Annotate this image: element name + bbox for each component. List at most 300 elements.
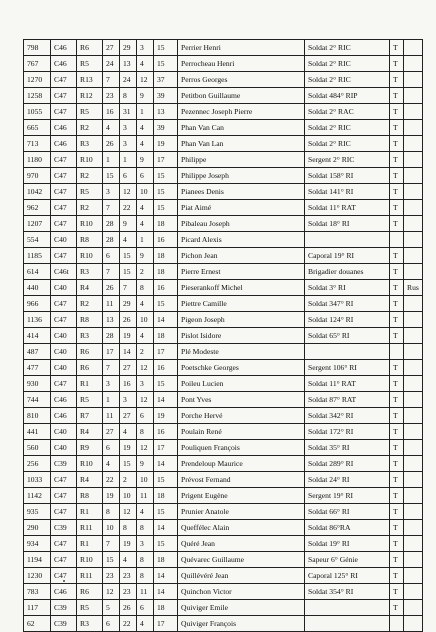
table-row xyxy=(24,280,423,296)
cell-month: 29 xyxy=(120,40,137,56)
cell-age: 14 xyxy=(154,456,178,472)
cell-register-number: 713 xyxy=(24,136,51,152)
table-row xyxy=(24,248,423,264)
cell-age: 18 xyxy=(154,488,178,504)
cell-register-number: 1270 xyxy=(24,72,51,88)
cell-age: 19 xyxy=(154,136,178,152)
cell-note xyxy=(404,568,423,584)
cell-register-number: 962 xyxy=(24,200,51,216)
table-row xyxy=(24,344,423,360)
cell-full-name: Picard Alexis xyxy=(178,232,305,248)
cell-day: 28 xyxy=(103,328,120,344)
cell-rank-regiment: Soldat 11° RAT xyxy=(305,376,390,392)
cell-year-part: 12 xyxy=(137,440,154,456)
cell-row-code: R2 xyxy=(77,200,103,216)
cell-age: 14 xyxy=(154,520,178,536)
cell-year-part: 10 xyxy=(137,312,154,328)
cell-section-code: C47 xyxy=(51,200,77,216)
cell-note xyxy=(404,88,423,104)
cell-status-mark: T xyxy=(390,584,404,600)
table-row xyxy=(24,424,423,440)
cell-register-number: 744 xyxy=(24,392,51,408)
cell-day: 13 xyxy=(103,312,120,328)
cell-month: 29 xyxy=(120,296,137,312)
cell-section-code: C47 xyxy=(51,216,77,232)
cell-age: 17 xyxy=(154,344,178,360)
cell-age: 15 xyxy=(154,184,178,200)
cell-register-number: 1142 xyxy=(24,488,51,504)
cell-month: 15 xyxy=(120,456,137,472)
cell-age: 16 xyxy=(154,280,178,296)
cell-status-mark: T xyxy=(390,248,404,264)
cell-note xyxy=(404,504,423,520)
cell-register-number: 414 xyxy=(24,328,51,344)
cell-section-code: C40 xyxy=(51,280,77,296)
cell-rank-regiment: Soldat 158° RI xyxy=(305,168,390,184)
cell-month: 26 xyxy=(120,600,137,616)
cell-register-number: 614 xyxy=(24,264,51,280)
cell-note xyxy=(404,520,423,536)
cell-age: 18 xyxy=(154,248,178,264)
cell-section-code: C47 xyxy=(51,488,77,504)
cell-day: 7 xyxy=(103,360,120,376)
cell-section-code: C47 xyxy=(51,472,77,488)
register-body xyxy=(24,40,423,632)
cell-status-mark: T xyxy=(390,136,404,152)
cell-rank-regiment xyxy=(305,344,390,360)
cell-full-name: Phan Van Can xyxy=(178,120,305,136)
cell-year-part: 9 xyxy=(137,88,154,104)
cell-age: 18 xyxy=(154,328,178,344)
cell-month: 2 xyxy=(120,472,137,488)
cell-register-number: 930 xyxy=(24,376,51,392)
cell-month: 19 xyxy=(120,328,137,344)
cell-rank-regiment: Sergent 2° RIC xyxy=(305,152,390,168)
cell-note xyxy=(404,408,423,424)
cell-year-part: 8 xyxy=(137,552,154,568)
cell-age: 18 xyxy=(154,264,178,280)
cell-year-part: 8 xyxy=(137,568,154,584)
cell-status-mark: T xyxy=(390,600,404,616)
cell-register-number: 1230 xyxy=(24,568,51,584)
cell-day: 7 xyxy=(103,264,120,280)
cell-register-number: 554 xyxy=(24,232,51,248)
cell-full-name: Prigent Eugène xyxy=(178,488,305,504)
cell-row-code: R5 xyxy=(77,184,103,200)
cell-row-code: R3 xyxy=(77,328,103,344)
cell-rank-regiment: Sapeur 6° Génie xyxy=(305,552,390,568)
cell-status-mark xyxy=(390,232,404,248)
cell-year-part: 4 xyxy=(137,200,154,216)
cell-note xyxy=(404,184,423,200)
cell-note xyxy=(404,296,423,312)
cell-day: 28 xyxy=(103,216,120,232)
cell-full-name: Pierre Ernest xyxy=(178,264,305,280)
cell-note xyxy=(404,536,423,552)
cell-note xyxy=(404,600,423,616)
cell-rank-regiment: Soldat 3° RI xyxy=(305,280,390,296)
cell-rank-regiment: Soldat 2° RIC xyxy=(305,40,390,56)
cell-full-name: Pislot Isidore xyxy=(178,328,305,344)
cell-year-part: 2 xyxy=(137,344,154,360)
cell-register-number: 798 xyxy=(24,40,51,56)
cell-register-number: 560 xyxy=(24,440,51,456)
cell-month: 22 xyxy=(120,200,137,216)
table-row xyxy=(24,136,423,152)
cell-year-part: 11 xyxy=(137,488,154,504)
cell-rank-regiment: Caporal 19° RI xyxy=(305,248,390,264)
cell-row-code: R6 xyxy=(77,344,103,360)
cell-note xyxy=(404,56,423,72)
cell-rank-regiment: Soldat 19° RI xyxy=(305,536,390,552)
cell-month: 27 xyxy=(120,408,137,424)
cell-age: 15 xyxy=(154,376,178,392)
cell-row-code: R1 xyxy=(77,536,103,552)
cell-status-mark: T xyxy=(390,104,404,120)
table-row xyxy=(24,72,423,88)
table-row xyxy=(24,568,423,584)
cell-note xyxy=(404,488,423,504)
cell-year-part: 4 xyxy=(137,328,154,344)
cell-status-mark: T xyxy=(390,408,404,424)
cell-rank-regiment xyxy=(305,616,390,632)
cell-rank-regiment: Soldat 11° RAT xyxy=(305,200,390,216)
cell-year-part: 10 xyxy=(137,472,154,488)
table-row xyxy=(24,40,423,56)
cell-rank-regiment: Soldat 86°RA xyxy=(305,520,390,536)
cell-note xyxy=(404,344,423,360)
cell-note xyxy=(404,264,423,280)
cell-full-name: Queffélec Alain xyxy=(178,520,305,536)
cell-register-number: 62 xyxy=(24,616,51,632)
cell-full-name: Quiviger Emile xyxy=(178,600,305,616)
cell-month: 23 xyxy=(120,584,137,600)
cell-status-mark: T xyxy=(390,56,404,72)
cell-age: 39 xyxy=(154,120,178,136)
cell-month: 4 xyxy=(120,424,137,440)
cell-full-name: Porche Hervé xyxy=(178,408,305,424)
cell-rank-regiment: Caporal 125° RI xyxy=(305,568,390,584)
cell-status-mark: T xyxy=(390,296,404,312)
burial-register-table xyxy=(23,39,423,632)
cell-year-part: 4 xyxy=(137,616,154,632)
cell-note xyxy=(404,456,423,472)
cell-year-part: 4 xyxy=(137,56,154,72)
cell-section-code: C40 xyxy=(51,440,77,456)
table-row xyxy=(24,152,423,168)
cell-section-code: C47 xyxy=(51,88,77,104)
cell-month: 10 xyxy=(120,488,137,504)
cell-rank-regiment: Soldat 35° RI xyxy=(305,440,390,456)
cell-status-mark: T xyxy=(390,72,404,88)
table-row xyxy=(24,104,423,120)
cell-full-name: Pianees Denis xyxy=(178,184,305,200)
cell-month: 8 xyxy=(120,520,137,536)
cell-section-code: C46 xyxy=(51,56,77,72)
cell-full-name: Pont Yves xyxy=(178,392,305,408)
cell-day: 24 xyxy=(103,56,120,72)
cell-row-code: R3 xyxy=(77,264,103,280)
cell-month: 9 xyxy=(120,216,137,232)
cell-status-mark: T xyxy=(390,216,404,232)
cell-row-code: R2 xyxy=(77,120,103,136)
cell-row-code: R6 xyxy=(77,40,103,56)
cell-note xyxy=(404,136,423,152)
table-row xyxy=(24,600,423,616)
cell-row-code: R9 xyxy=(77,440,103,456)
cell-register-number: 1042 xyxy=(24,184,51,200)
cell-note xyxy=(404,440,423,456)
cell-register-number: 487 xyxy=(24,344,51,360)
cell-note xyxy=(404,376,423,392)
cell-day: 8 xyxy=(103,504,120,520)
cell-full-name: Phan Van Lan xyxy=(178,136,305,152)
cell-age: 16 xyxy=(154,232,178,248)
cell-full-name: Philippe xyxy=(178,152,305,168)
cell-section-code: C46 xyxy=(51,392,77,408)
cell-row-code: R6 xyxy=(77,360,103,376)
cell-register-number: 810 xyxy=(24,408,51,424)
cell-month: 19 xyxy=(120,536,137,552)
cell-section-code: C47 xyxy=(51,504,77,520)
cell-row-code: R7 xyxy=(77,408,103,424)
cell-age: 13 xyxy=(154,104,178,120)
cell-rank-regiment: Soldat 289° RI xyxy=(305,456,390,472)
table-row xyxy=(24,264,423,280)
cell-section-code: C46 xyxy=(51,408,77,424)
cell-note xyxy=(404,152,423,168)
table-row xyxy=(24,88,423,104)
cell-status-mark: T xyxy=(390,392,404,408)
cell-full-name: Piettre Camille xyxy=(178,296,305,312)
cell-year-part: 3 xyxy=(137,40,154,56)
cell-day: 22 xyxy=(103,472,120,488)
cell-register-number: 966 xyxy=(24,296,51,312)
table-row xyxy=(24,536,423,552)
cell-section-code: C40 xyxy=(51,360,77,376)
cell-rank-regiment: Soldat 2° RIC xyxy=(305,120,390,136)
cell-status-mark: T xyxy=(390,40,404,56)
cell-month: 26 xyxy=(120,312,137,328)
table-row xyxy=(24,296,423,312)
cell-section-code: C47 xyxy=(51,568,77,584)
cell-age: 14 xyxy=(154,312,178,328)
cell-month: 7 xyxy=(120,280,137,296)
table-row xyxy=(24,56,423,72)
cell-month: 23 xyxy=(120,568,137,584)
cell-day: 7 xyxy=(103,536,120,552)
cell-note xyxy=(404,232,423,248)
cell-day: 5 xyxy=(103,600,120,616)
table-row xyxy=(24,216,423,232)
cell-year-part: 1 xyxy=(137,232,154,248)
cell-register-number: 1194 xyxy=(24,552,51,568)
cell-year-part: 12 xyxy=(137,72,154,88)
cell-row-code: R13 xyxy=(77,72,103,88)
cell-note xyxy=(404,248,423,264)
cell-day: 11 xyxy=(103,296,120,312)
cell-status-mark: T xyxy=(390,312,404,328)
cell-register-number: 1055 xyxy=(24,104,51,120)
cell-status-mark: T xyxy=(390,552,404,568)
cell-full-name: Poetschke Georges xyxy=(178,360,305,376)
cell-note: Rus xyxy=(404,280,423,296)
cell-age: 14 xyxy=(154,392,178,408)
cell-month: 3 xyxy=(120,120,137,136)
cell-full-name: Pichon Jean xyxy=(178,248,305,264)
cell-age: 39 xyxy=(154,88,178,104)
cell-register-number: 1180 xyxy=(24,152,51,168)
cell-age: 18 xyxy=(154,216,178,232)
cell-note xyxy=(404,216,423,232)
cell-day: 1 xyxy=(103,152,120,168)
cell-status-mark: T xyxy=(390,120,404,136)
cell-full-name: Perrier Henri xyxy=(178,40,305,56)
cell-year-part: 6 xyxy=(137,168,154,184)
cell-day: 4 xyxy=(103,120,120,136)
cell-note xyxy=(404,616,423,632)
cell-row-code: R10 xyxy=(77,552,103,568)
cell-note xyxy=(404,72,423,88)
cell-section-code: C47 xyxy=(51,376,77,392)
cell-section-code: C46 xyxy=(51,584,77,600)
cell-year-part: 8 xyxy=(137,520,154,536)
cell-note xyxy=(404,328,423,344)
cell-full-name: Philippe Joseph xyxy=(178,168,305,184)
cell-rank-regiment: Soldat 2° RIC xyxy=(305,72,390,88)
cell-age: 37 xyxy=(154,72,178,88)
cell-day: 19 xyxy=(103,488,120,504)
cell-year-part: 4 xyxy=(137,504,154,520)
cell-month: 15 xyxy=(120,264,137,280)
cell-year-part: 9 xyxy=(137,152,154,168)
cell-row-code: R6 xyxy=(77,584,103,600)
cell-age: 15 xyxy=(154,200,178,216)
cell-year-part: 9 xyxy=(137,248,154,264)
cell-rank-regiment: Soldat 172° RI xyxy=(305,424,390,440)
cell-register-number: 477 xyxy=(24,360,51,376)
cell-section-code: C39 xyxy=(51,456,77,472)
cell-section-code: C39 xyxy=(51,520,77,536)
cell-day: 23 xyxy=(103,568,120,584)
cell-register-number: 1258 xyxy=(24,88,51,104)
cell-rank-regiment: Brigadier douanes xyxy=(305,264,390,280)
cell-day: 1 xyxy=(103,392,120,408)
cell-age: 14 xyxy=(154,568,178,584)
cell-full-name: Piat Aimé xyxy=(178,200,305,216)
cell-year-part: 12 xyxy=(137,360,154,376)
cell-status-mark: T xyxy=(390,456,404,472)
cell-row-code: R4 xyxy=(77,424,103,440)
table-row xyxy=(24,440,423,456)
cell-year-part: 6 xyxy=(137,408,154,424)
cell-row-code: R10 xyxy=(77,248,103,264)
cell-rank-regiment: Soldat 347° RI xyxy=(305,296,390,312)
cell-day: 7 xyxy=(103,200,120,216)
cell-year-part: 8 xyxy=(137,280,154,296)
table-row xyxy=(24,184,423,200)
cell-full-name: Prunier Anatole xyxy=(178,504,305,520)
cell-rank-regiment: Soldat 18° RI xyxy=(305,216,390,232)
cell-age: 16 xyxy=(154,360,178,376)
cell-day: 4 xyxy=(103,456,120,472)
cell-section-code: C40 xyxy=(51,344,77,360)
cell-status-mark: T xyxy=(390,440,404,456)
cell-age: 15 xyxy=(154,472,178,488)
cell-year-part: 10 xyxy=(137,184,154,200)
cell-age: 17 xyxy=(154,152,178,168)
cell-year-part: 11 xyxy=(137,584,154,600)
cell-status-mark: T xyxy=(390,536,404,552)
cell-status-mark: T xyxy=(390,152,404,168)
cell-year-part: 4 xyxy=(137,120,154,136)
cell-row-code: R8 xyxy=(77,312,103,328)
cell-section-code: C40 xyxy=(51,424,77,440)
cell-day: 6 xyxy=(103,616,120,632)
cell-full-name: Plé Modeste xyxy=(178,344,305,360)
cell-rank-regiment: Soldat 484° RIP xyxy=(305,88,390,104)
table-row xyxy=(24,232,423,248)
cell-full-name: Pezennec Joseph Pierre xyxy=(178,104,305,120)
cell-register-number: 934 xyxy=(24,536,51,552)
cell-section-code: C46t xyxy=(51,264,77,280)
cell-section-code: C46 xyxy=(51,120,77,136)
cell-row-code: R1 xyxy=(77,376,103,392)
cell-day: 26 xyxy=(103,280,120,296)
cell-day: 15 xyxy=(103,168,120,184)
cell-month: 31 xyxy=(120,104,137,120)
cell-row-code: R3 xyxy=(77,136,103,152)
cell-full-name: Quillévéré Jean xyxy=(178,568,305,584)
cell-month: 12 xyxy=(120,184,137,200)
cell-note xyxy=(404,424,423,440)
cell-age: 16 xyxy=(154,424,178,440)
cell-status-mark xyxy=(390,344,404,360)
cell-full-name: Pibaleau Joseph xyxy=(178,216,305,232)
table-row xyxy=(24,472,423,488)
cell-day: 12 xyxy=(103,584,120,600)
table-row xyxy=(24,616,423,632)
cell-day: 10 xyxy=(103,520,120,536)
cell-row-code: R5 xyxy=(77,600,103,616)
cell-note xyxy=(404,200,423,216)
cell-month: 15 xyxy=(120,248,137,264)
cell-register-number: 935 xyxy=(24,504,51,520)
cell-month: 12 xyxy=(120,504,137,520)
cell-rank-regiment xyxy=(305,600,390,616)
cell-rank-regiment: Soldat 87° RAT xyxy=(305,392,390,408)
cell-year-part: 12 xyxy=(137,392,154,408)
cell-note xyxy=(404,552,423,568)
cell-register-number: 290 xyxy=(24,520,51,536)
cell-full-name: Pieserankoff Michel xyxy=(178,280,305,296)
cell-status-mark: T xyxy=(390,328,404,344)
cell-register-number: 767 xyxy=(24,56,51,72)
cell-row-code: R10 xyxy=(77,216,103,232)
cell-month: 13 xyxy=(120,56,137,72)
cell-rank-regiment: Soldat 2° RIC xyxy=(305,136,390,152)
cell-note xyxy=(404,104,423,120)
cell-section-code: C47 xyxy=(51,152,77,168)
cell-rank-regiment: Soldat 66° RI xyxy=(305,504,390,520)
cell-month: 19 xyxy=(120,440,137,456)
cell-month: 24 xyxy=(120,72,137,88)
cell-note xyxy=(404,392,423,408)
cell-status-mark: T xyxy=(390,168,404,184)
cell-section-code: C39 xyxy=(51,600,77,616)
cell-status-mark: T xyxy=(390,424,404,440)
table-row xyxy=(24,392,423,408)
